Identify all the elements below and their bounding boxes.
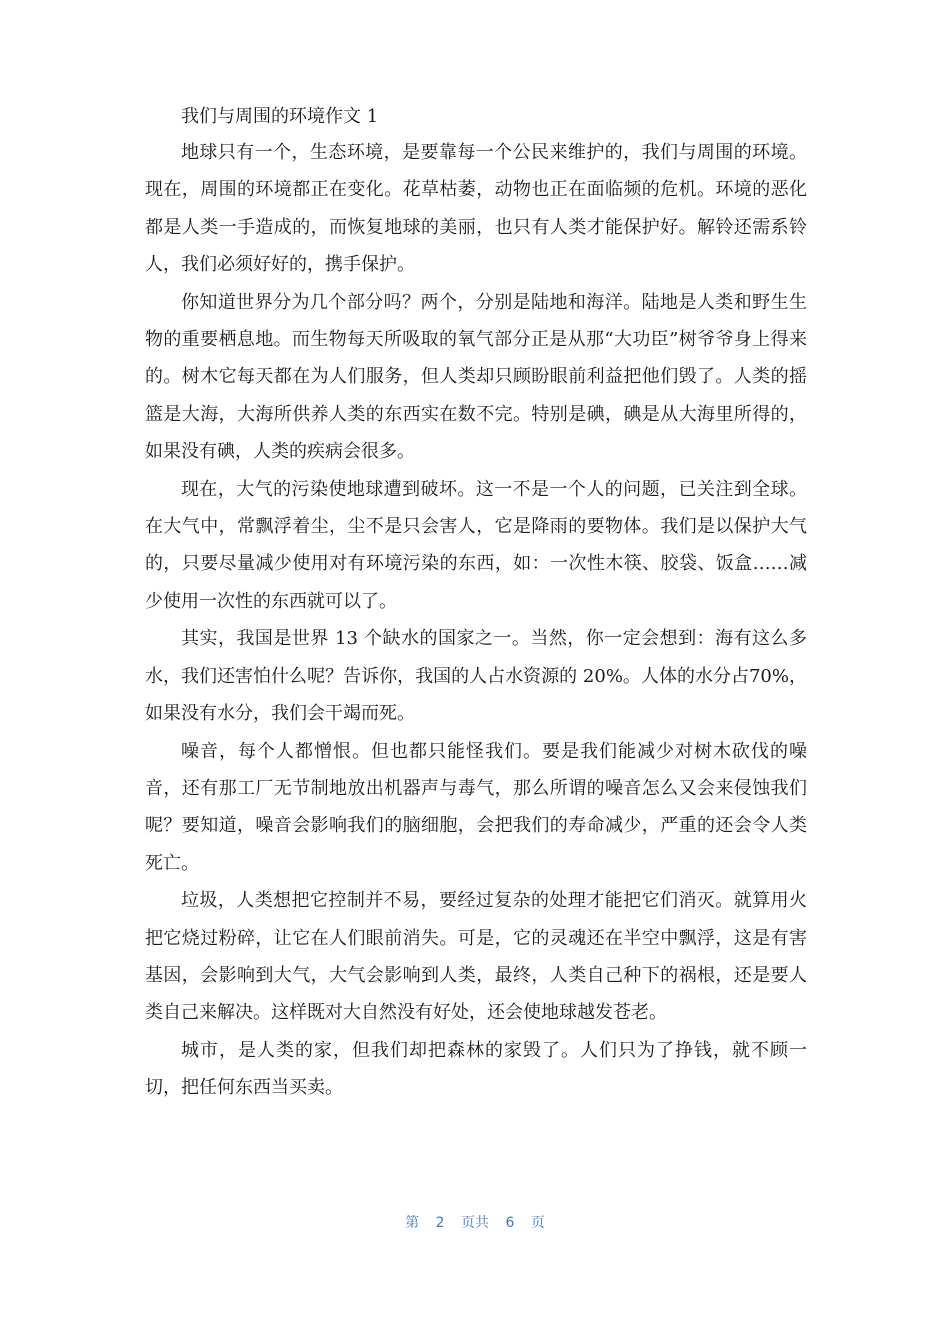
paragraph-6: 垃圾，人类想把它控制并不易，要经过复杂的处理才能把它们消灭。就算用火把它烧过粉碎，让它在人们眼前消失。可是，它的灵魂还在半空中飘浮，这是有害基因，会影响到大气，大气会影响到人类，最终，人类自己种下的祸根，还是要人类自己来解决。这样既对大自然没有好处，还会使地球越发苍老。 [145,890,807,1024]
total-page-count: 6 [505,1215,515,1231]
footer-suffix: 页 [530,1215,545,1231]
paragraph-7: 城市，是人类的家，但我们却把森林的家毁了。人们只为了挣钱，就不顾一切，把任何东西当买卖。 [145,1039,807,1099]
paragraph-2: 你知道世界分为几个部分吗？两个，分别是陆地和海洋。陆地是人类和野生生物的重要栖息地。而生物每天所吸取的氧气部分正是从那“大功臣”树爷爷身上得来的。树木它每天都在为人们服务，但人类却只顾盼眼前利益把他们毁了。人类的摇篮是大海，大海所供养人类的东西实在数不完。特别是碘，碘是从大海里所得的，如果没有碘，人类的疾病会很多。 [145,291,807,463]
document-body [145,100,807,1107]
paragraph-3: 现在，大气的污染使地球遭到破坏。这一不是一个人的问题，已关注到全球。在大气中，常飘浮着尘，尘不是只会害人，它是降雨的要物体。我们是以保护大气的，只要尽量减少使用对有环境污染的东西，如：一次性木筷、胶袋、饭盒……减少使用一次性的东西就可以了。 [145,478,807,612]
footer-prefix: 第 [405,1215,420,1231]
paragraph-5: 噪音，每个人都憎恨。但也都只能怪我们。要是我们能减少对树木砍伐的噪音，还有那工厂无节制地放出机器声与毒气，那么所谓的噪音怎么又会来侵蚀我们呢？要知道，噪音会影响我们的脑细胞，会把我们的寿命减少，严重的还会令人类死亡。 [145,740,807,874]
current-page-number: 2 [435,1215,445,1231]
essay-title: 我们与周围的环境作文 1 [181,106,379,127]
page-footer [0,1212,950,1232]
paragraph-1: 地球只有一个，生态环境，是要靠每一个公民来维护的，我们与周围的环境。现在，周围的环境都正在变化。花草枯萎，动物也正在面临频的危机。环境的恶化都是人类一手造成的，而恢复地球的美丽，也只有人类才能保护好。解铃还需系铃人，我们必须好好的，携手保护。 [145,142,807,276]
footer-middle: 页共 [461,1215,489,1231]
paragraph-4: 其实，我国是世界 13 个缺水的国家之一。当然，你一定会想到：海有这么多水，我们还害怕什么呢？告诉你，我国的人占水资源的 20%。人体的水分占70%，如果没有水分，我们会干竭而死。 [145,628,807,725]
